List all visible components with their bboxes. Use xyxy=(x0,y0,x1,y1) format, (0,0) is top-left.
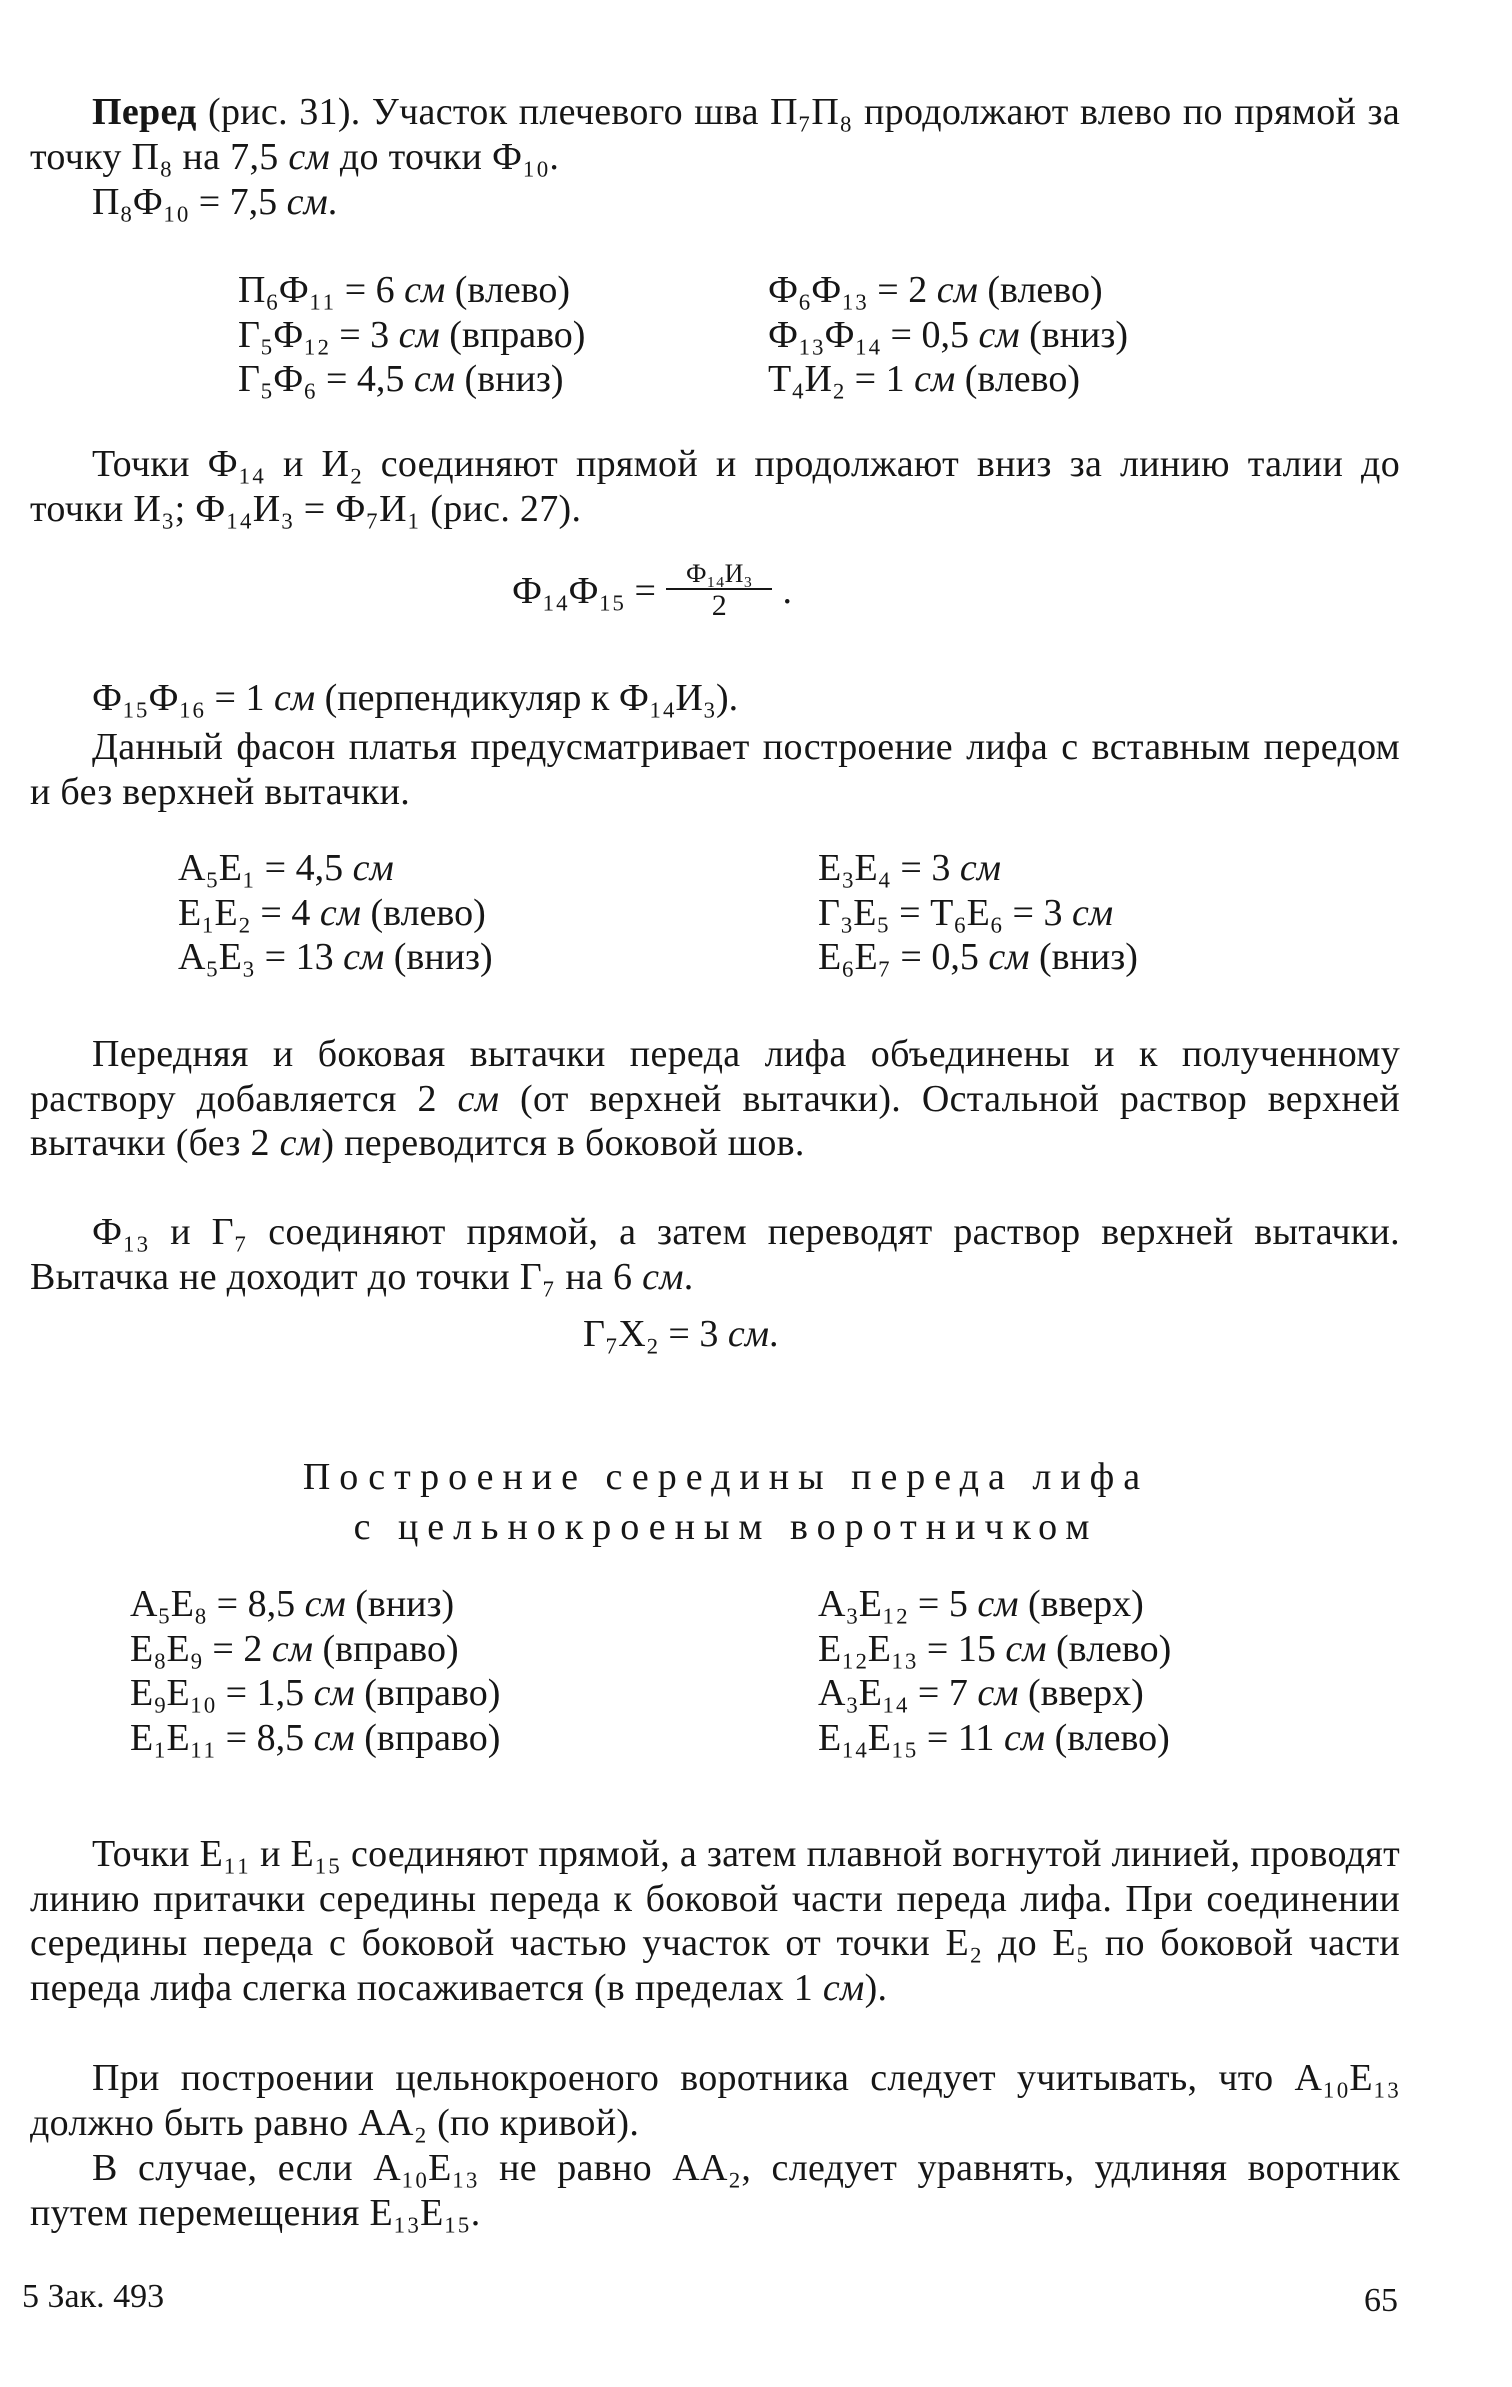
paragraph-collar-adjust: В случае, если А₁₀Е₁₃ не равно АА₂, следует уравнять, удлиняя воротник путем перемещения Е₁₃Е₁₅. xyxy=(30,2147,1400,2234)
paragraph-f13-g7: Ф₁₃ и Г₇ соединяют прямой, а затем переводят раствор верхней вытачки. Вытачка не доходит до точки Г₇ на 6 см. xyxy=(30,1211,1400,1298)
equation-block3-right-row xyxy=(818,1671,1144,1716)
equation-block2-left-row xyxy=(178,935,493,980)
direction-note: (вправо) xyxy=(354,1716,501,1759)
unit-text: см xyxy=(288,135,331,178)
unit-text: см xyxy=(959,847,1001,889)
equation-lhs: А₃Е₁₂ = 5 xyxy=(818,1583,978,1625)
direction-note: (влево) xyxy=(1046,1627,1172,1670)
direction-note: (вправо) xyxy=(354,1672,501,1714)
equation-lhs: А₅Е₃ = 13 xyxy=(178,936,344,978)
fraction-numerator: Ф₁₄И₃ xyxy=(685,559,753,588)
equation-block1-left-row xyxy=(238,313,585,358)
printer-signature: 5 Зак. 493 xyxy=(22,2278,165,2315)
equation-lhs: Е₁₄Е₁₅ = 11 xyxy=(818,1716,1004,1759)
equation-block2-left-row xyxy=(178,846,394,891)
equation-lhs: Е₁Е₁₁ = 8,5 xyxy=(130,1716,314,1759)
direction-note: (вверх) xyxy=(1018,1672,1144,1714)
equation-block1-right-row xyxy=(768,268,1103,313)
equation-lhs: Е₁₂Е₁₃ = 15 xyxy=(818,1627,1006,1670)
paragraph-style-description: Данный фасон платья предусматривает построение лифа с вставным передом и без верхней вытачки. xyxy=(30,726,1400,813)
equation-block3-left-row xyxy=(130,1627,459,1672)
fraction xyxy=(666,560,773,622)
paragraph-lead-word: Перед xyxy=(92,91,197,133)
unit-text: см xyxy=(352,847,394,889)
equation-block2-right-row xyxy=(818,891,1113,936)
fraction-tail: . xyxy=(782,570,792,612)
unit-text: см xyxy=(413,358,456,400)
unit-text: см xyxy=(1003,1716,1046,1759)
equation-lhs: Г₅Ф₁₂ = 3 xyxy=(238,313,399,356)
paragraph-darts-combined: Передняя и боковая вытачки переда лифа объединены и к полученному раствору добавляется 2 см (от верхней вытачки). Остальной раствор верхней вытачки (без 2 см) переводится в боковой шов. xyxy=(30,1033,1400,1164)
unit-text: см xyxy=(313,1716,355,1759)
unit-text: см xyxy=(1071,891,1114,934)
paragraph-text: до точки Ф₁₀. xyxy=(330,135,560,178)
section-heading-line1: Построение середины переда лифа xyxy=(302,1456,1150,1498)
paragraph-points-e11-e15: Точки Е₁₁ и Е₁₅ соединяют прямой, а затем плавной вогнутой линией, проводят линию притачки середины переда к боковой части переда лифа. При соединении середины переда с боковой частью участок от точки Е₂ до Е₅ по боковой части переда лифа слегка посаживается (в пределах 1 см). xyxy=(30,1833,1400,2009)
equation-lhs: А₅Е₈ = 8,5 xyxy=(130,1583,305,1625)
equation-lhs: Е₃Е₄ = 3 xyxy=(818,847,960,889)
direction-note: (влево) xyxy=(445,269,571,311)
fraction-denominator: 2 xyxy=(711,589,727,622)
equation-block1-right-row xyxy=(768,357,1080,402)
paragraph-front-intro xyxy=(30,90,1400,179)
section-heading-line2: с цельнокроеным воротничком xyxy=(353,1506,1099,1548)
equation-lhs: П₆Ф₁₁ = 6 xyxy=(238,269,405,311)
unit-text: см xyxy=(319,891,361,934)
equation-block2-right-row xyxy=(818,935,1138,980)
direction-note: (вниз) xyxy=(384,936,493,978)
equation-block1-left-row xyxy=(238,357,563,402)
equation-lhs: Г₅Ф₆ = 4,5 xyxy=(238,358,414,400)
unit-text: см xyxy=(936,269,978,311)
equation-block3-right-row xyxy=(818,1582,1144,1627)
equation-p8f10: П₈Ф₁₀ = 7,5 см. xyxy=(92,181,338,223)
unit-text: см xyxy=(978,313,1020,356)
equation-block3-left-row xyxy=(130,1716,500,1761)
equation-block1-left-row xyxy=(238,268,570,313)
fraction-lhs: Ф₁₄Ф₁₅ = xyxy=(512,570,656,612)
direction-note: (вниз) xyxy=(455,358,564,400)
equation-lhs: Е₈Е₉ = 2 xyxy=(130,1627,272,1670)
equation-lhs: Ф₆Ф₁₃ = 2 xyxy=(768,269,937,311)
unit-text: см xyxy=(271,1627,313,1670)
equation-lhs: А₅Е₁ = 4,5 xyxy=(178,847,353,889)
equation-fraction-f14f15 xyxy=(512,560,792,622)
equation-lhs: Е₆Е₇ = 0,5 xyxy=(818,936,989,978)
unit-text: см xyxy=(977,1583,1019,1625)
equation-lhs: А₃Е₁₄ = 7 xyxy=(818,1672,978,1714)
equation-block1-right-row xyxy=(768,313,1128,358)
unit-text: см xyxy=(398,313,440,356)
unit-text: см xyxy=(914,358,956,400)
direction-note: (вниз) xyxy=(1019,313,1129,356)
paragraph-points-f14-i2: Точки Ф₁₄ и И₂ соединяют прямой и продолжают вниз за линию талии до точки И₃; Ф₁₄И₃ = Ф₇И₁ (рис. 27). xyxy=(30,443,1400,530)
equation-f15f16: Ф₁₅Ф₁₆ = 1 см (перпендикуляр к Ф₁₄И₃). xyxy=(92,677,739,719)
equation-lhs: Г₃Е₅ = Т₆Е₆ = 3 xyxy=(818,891,1072,934)
paragraph-collar-note: При построении цельнокроеного воротника следует учитывать, что А₁₀Е₁₃ должно быть равно АА₂ (по кривой). xyxy=(30,2057,1400,2144)
direction-note: (вправо) xyxy=(439,313,586,356)
equation-block3-right-row xyxy=(818,1627,1171,1672)
direction-note: (влево) xyxy=(1045,1716,1170,1759)
equation-block2-left-row xyxy=(178,891,486,936)
unit-text: см xyxy=(404,269,446,311)
unit-text: см xyxy=(988,936,1030,978)
direction-note: (влево) xyxy=(955,358,1080,400)
equation-lhs: Е₁Е₂ = 4 xyxy=(178,891,320,934)
page-number: 65 xyxy=(1364,2282,1398,2319)
direction-note: (вниз) xyxy=(1029,936,1138,978)
paragraph-text: (рис. 31). Участок плечевого шва П₇П₈ продолжают влево по прямой за точку П₈ на 7,5 xyxy=(30,91,1400,178)
equation-block3-right-row xyxy=(818,1716,1170,1761)
equation-lhs: Т₄И₂ = 1 xyxy=(768,358,915,400)
equation-lhs: Ф₁₃Ф₁₄ = 0,5 xyxy=(768,313,979,356)
equation-block3-left-row xyxy=(130,1582,454,1627)
unit-text: см xyxy=(1005,1627,1047,1670)
unit-text: см xyxy=(304,1583,346,1625)
unit-text: см xyxy=(313,1672,355,1714)
direction-note: (вправо) xyxy=(312,1627,459,1670)
equation-block2-right-row xyxy=(818,846,1001,891)
direction-note: (вниз) xyxy=(345,1583,455,1625)
unit-text: см xyxy=(343,936,385,978)
equation-lhs: Е₉Е₁₀ = 1,5 xyxy=(130,1672,314,1714)
direction-note: (влево) xyxy=(360,891,486,934)
direction-note: (влево) xyxy=(977,269,1103,311)
direction-note: (вверх) xyxy=(1018,1583,1144,1625)
equation-block3-left-row xyxy=(130,1671,500,1716)
equation-g7x2: Г₇Х₂ = 3 см. xyxy=(583,1313,779,1355)
unit-text: см xyxy=(977,1672,1019,1714)
